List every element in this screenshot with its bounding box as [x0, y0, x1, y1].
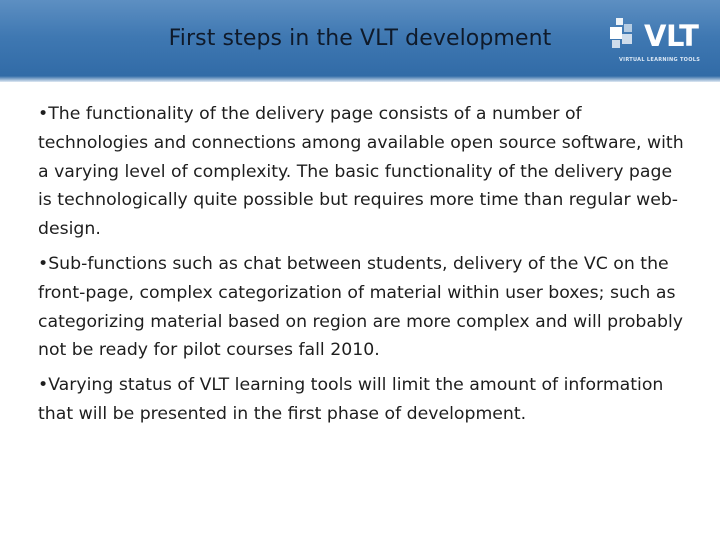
logo-wordmark: VLT [644, 19, 699, 53]
bullet-list [38, 100, 688, 435]
vlt-logo-mark-icon [608, 18, 644, 54]
bullet-text: The functionality of the delivery page consists of a number of technologies and connections among available open source software, with a varying level of complexity. The basic functionality of the delivery page is technologically quite possible but requires more time than regular web-design. [38, 104, 684, 240]
logo-subtitle: VIRTUAL LEARNING TOOLS [619, 57, 701, 63]
bullet-text: Varying status of VLT learning tools will limit the amount of information that will be presented in the first phase of development. [38, 375, 664, 424]
bullet-text: Sub-functions such as chat between students, delivery of the VC on the front-page, complex categorization of material within user boxes; such as categorizing material based on region are more complex and will probably not be ready for pilot courses fall 2010. [38, 253, 683, 361]
bullet-item [38, 250, 688, 365]
bullet-marker: • [38, 375, 49, 396]
slide-title: First steps in the VLT development [168, 26, 552, 51]
vlt-logo [608, 12, 720, 70]
slide-header [0, 0, 720, 82]
bullet-item [38, 100, 688, 244]
bullet-item [38, 371, 688, 429]
bullet-marker: • [38, 104, 49, 124]
bullet-marker: • [38, 253, 49, 274]
